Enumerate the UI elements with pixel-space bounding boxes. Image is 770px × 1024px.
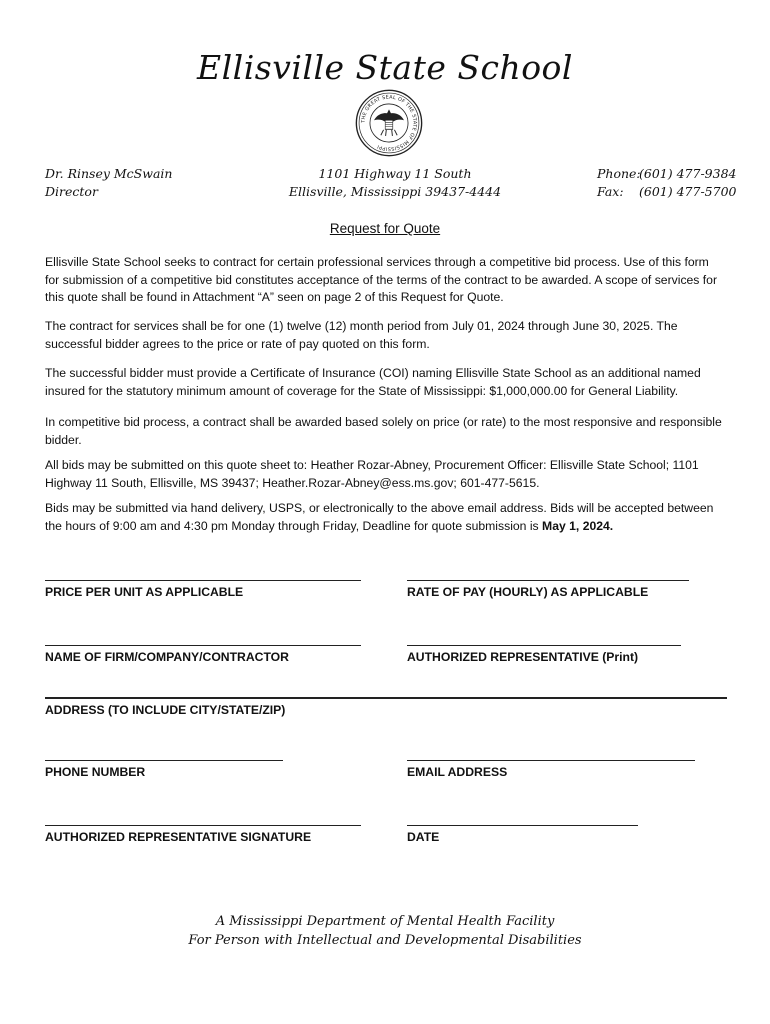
price-per-unit-field[interactable] — [45, 580, 361, 599]
fax-label: Fax: — [597, 184, 624, 199]
state-seal-icon — [355, 89, 423, 157]
address-label: ADDRESS (TO INCLUDE CITY/STATE/ZIP) — [45, 703, 286, 717]
signature-label: AUTHORIZED REPRESENTATIVE SIGNATURE — [45, 830, 312, 844]
address-field[interactable] — [45, 697, 727, 717]
paragraph-submission: All bids may be submitted on this quote sheet to: Heather Rozar-Abney, Procurement Officer: Ellisville State School; 1101 Highway 11 South, Ellisville, MS 39437; Heather.Rozar-Abney@ess.ms.gov; 601-477-5615. — [45, 458, 699, 490]
address-line-1: 1101 Highway 11 South — [318, 166, 472, 181]
firm-name-label: NAME OF FIRM/COMPANY/CONTRACTOR — [45, 650, 289, 664]
price-per-unit-label: PRICE PER UNIT AS APPLICABLE — [45, 585, 244, 599]
contact-block — [597, 165, 736, 201]
paragraph-contract-term: The contract for services shall be for one (1) twelve (12) month period from July 01, 2024 through June 30, 2025. The successful bidder agrees to the price or rate of pay quoted on this form. — [45, 319, 678, 351]
address-line-2: Ellisville, Mississippi 39437-4444 — [288, 184, 502, 199]
authorized-rep-print-field[interactable] — [407, 645, 681, 664]
date-label: DATE — [407, 830, 440, 844]
document-title: Request for Quote — [329, 221, 441, 236]
fax-value: (601) 477-5700 — [639, 184, 737, 199]
footer-line-1: A Mississippi Department of Mental Health Facility — [215, 914, 555, 929]
deadline-text: Bids may be submitted via hand delivery, USPS, or electronically to the above email address. Bids will be accepted between the hours of 9:00 am and 4:30 pm Monday through Friday, Deadline for quote submission is — [45, 501, 714, 533]
rate-of-pay-field[interactable] — [407, 580, 689, 599]
deadline-date: May 1, 2024. — [542, 518, 614, 533]
email-address-label: EMAIL ADDRESS — [407, 765, 508, 779]
date-field[interactable] — [407, 825, 638, 844]
director-block — [45, 165, 172, 201]
authorized-rep-print-label: AUTHORIZED REPRESENTATIVE (Print) — [407, 650, 639, 664]
school-name-title: Ellisville State School — [197, 48, 573, 87]
address-block — [260, 165, 530, 201]
email-address-field[interactable] — [407, 760, 695, 779]
phone-value: (601) 477-9384 — [639, 166, 737, 181]
phone-number-field[interactable] — [45, 760, 283, 779]
director-name: Dr. Rinsey McSwain — [45, 166, 173, 181]
signature-field[interactable] — [45, 825, 361, 844]
phone-label: Phone: — [597, 166, 641, 181]
footer — [0, 912, 770, 950]
firm-name-field[interactable] — [45, 645, 361, 664]
footer-line-2: For Person with Intellectual and Developmental Disabilities — [188, 933, 582, 948]
seal-text: THE GREAT SEAL OF THE STATE OF MISSISSIPPI — [360, 94, 418, 152]
paragraph-insurance: The successful bidder must provide a Certificate of Insurance (COI) naming Ellisville State School as an additional named insured for the statutory minimum amount of coverage for the State of Mississippi: $1,000,000.00 for General Liability. — [45, 366, 701, 398]
phone-number-label: PHONE NUMBER — [45, 765, 146, 779]
paragraph-intro: Ellisville State School seeks to contract for certain professional services through a competitive bid process. Use of this form for submission of a competitive bid constitutes acceptance of the terms of the contract to be awarded. A scope of services for this quote shall be found in Attachment “A” seen on page 2 of this Request for Quote. — [45, 255, 718, 304]
paragraph-award: In competitive bid process, a contract shall be awarded based solely on price (or rate) to the most responsive and responsible bidder. — [45, 415, 722, 447]
rate-of-pay-label: RATE OF PAY (HOURLY) AS APPLICABLE — [407, 585, 649, 599]
director-title: Director — [45, 184, 98, 199]
paragraph-deadline — [45, 500, 725, 535]
